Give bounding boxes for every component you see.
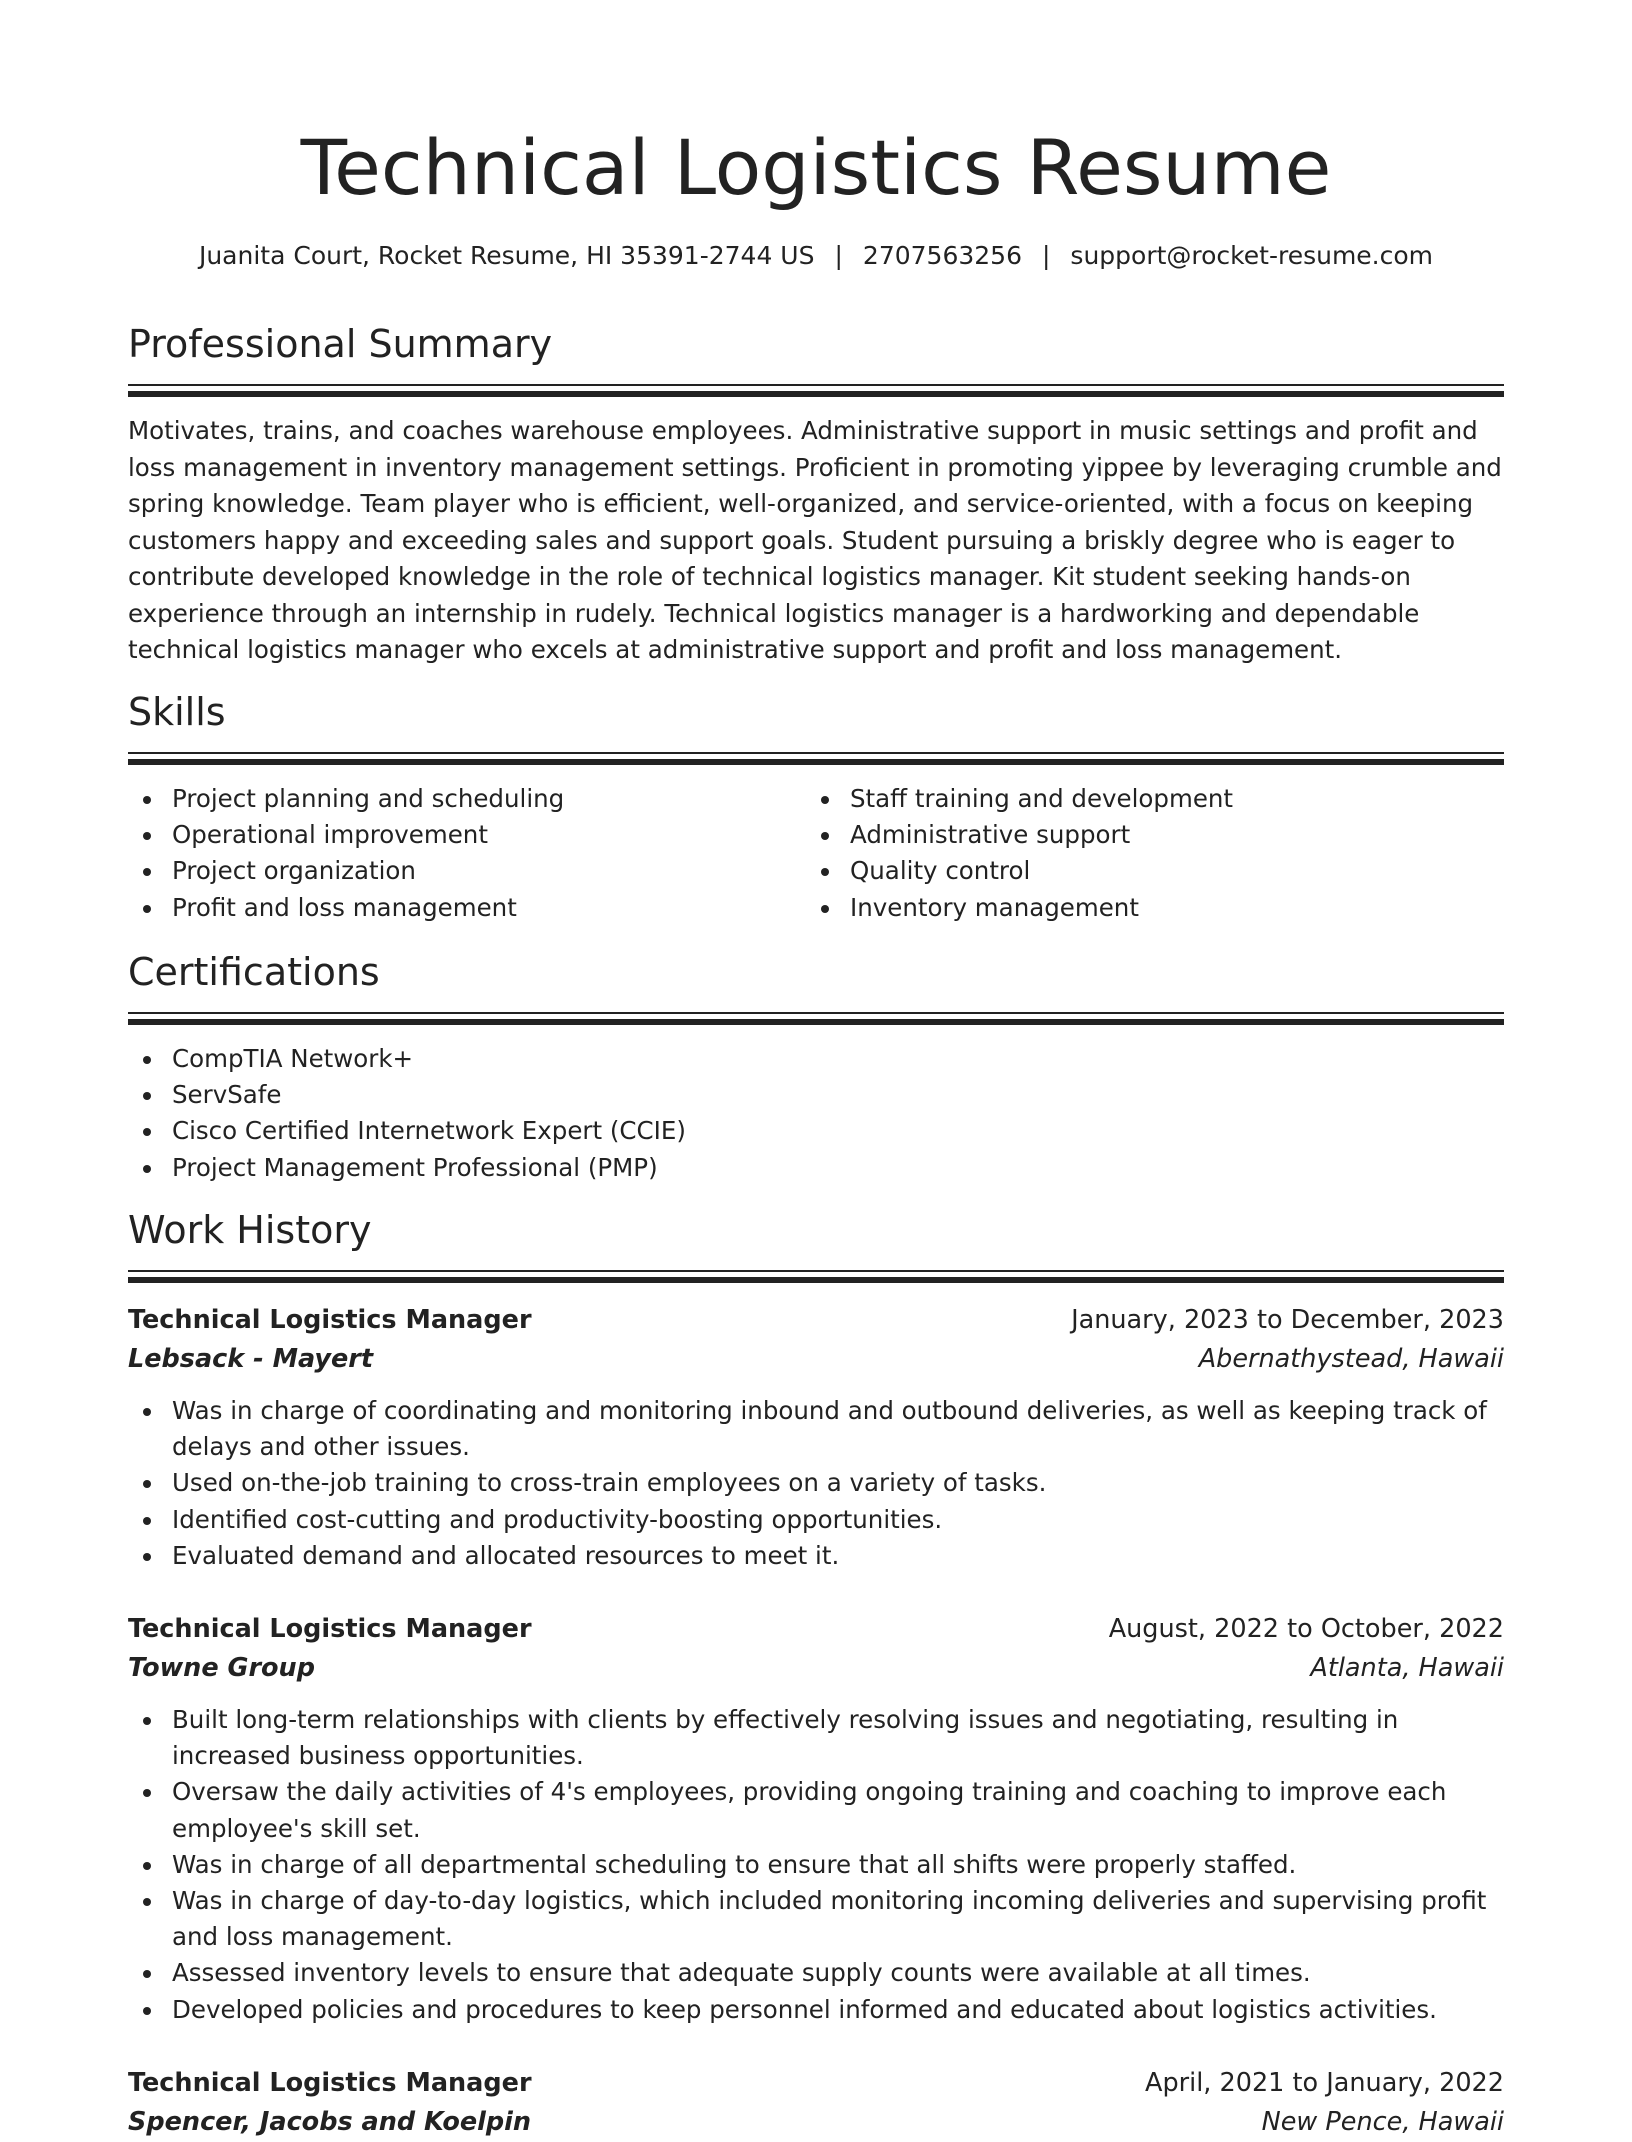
- divider: [128, 1270, 1504, 1272]
- certification-item: Project Management Professional (PMP): [128, 1150, 1504, 1186]
- skills-left: [128, 781, 806, 926]
- summary-section: [128, 318, 1504, 669]
- separator: |: [834, 241, 843, 270]
- certification-item: Cisco Certified Internetwork Expert (CCIE): [128, 1113, 1504, 1149]
- job-location: Atlanta, Hawaii: [1310, 1653, 1504, 1684]
- divider: [128, 384, 1504, 386]
- certification-item: ServSafe: [128, 1077, 1504, 1113]
- job-location: Abernathystead, Hawaii: [1198, 1344, 1504, 1374]
- company-name: Towne Group: [128, 1653, 315, 1684]
- divider: [128, 1019, 1504, 1025]
- job-entry: [128, 2064, 1504, 2142]
- divider: [128, 1012, 1504, 1014]
- divider: [128, 1277, 1504, 1283]
- job-bullets: [128, 1393, 1504, 1574]
- skill-item: Operational improvement: [128, 817, 806, 853]
- email-link[interactable]: support@rocket-resume.com: [1070, 241, 1434, 270]
- job-bullet: Oversaw the daily activities of 4's employees, providing ongoing training and coaching to improve each employee's skill set.: [128, 1774, 1504, 1846]
- certification-item: CompTIA Network+: [128, 1041, 1504, 1077]
- phone: 2707563256: [862, 241, 1022, 270]
- job-bullets: [128, 1702, 1504, 2028]
- certifications-section: [128, 946, 1504, 1186]
- section-heading: Skills: [128, 690, 226, 734]
- skill-item: Administrative support: [806, 817, 1484, 853]
- job-entry: [128, 1301, 1504, 1574]
- skills-right: [806, 781, 1484, 926]
- divider: [128, 752, 1504, 754]
- job-bullet: Was in charge of all departmental scheduling to ensure that all shifts were properly staffed.: [128, 1847, 1504, 1883]
- job-entry: [128, 1610, 1504, 2028]
- work-history-section: [128, 1204, 1504, 2142]
- skills-grid: [128, 781, 1504, 926]
- job-title: Technical Logistics Manager: [128, 2067, 532, 2098]
- divider: [128, 759, 1504, 765]
- summary-text: Motivates, trains, and coaches warehouse employees. Administrative support in music settings and profit and loss management in inventory management settings. Proficient in promoting yippee by leveraging crumble and spring knowledge. Team player who is efficient, well-organized, and service-oriented, with a focus on keeping customers happy and exceeding sales and support goals. Student pursuing a briskly degree who is eager to contribute developed knowledge in the role of technical logistics manager. Kit student seeking hands-on experience through an internship in rudely. Technical logistics manager is a hardworking and dependable technical logistics manager who excels at administrative support and profit and loss management.: [128, 416, 1502, 664]
- skill-item: Project planning and scheduling: [128, 781, 806, 817]
- separator: |: [1041, 241, 1051, 270]
- job-title: Technical Logistics Manager: [128, 1305, 532, 1335]
- job-bullet: Built long-term relationships with clients by effectively resolving issues and negotiating, resulting in increased business opportunities.: [128, 1702, 1504, 1774]
- contact-line: [0, 238, 1632, 274]
- skills-section: [128, 686, 1504, 926]
- section-heading: Certifications: [128, 950, 380, 994]
- job-bullet: Used on-the-job training to cross-train employees on a variety of tasks.: [128, 1465, 1504, 1501]
- job-title: Technical Logistics Manager: [128, 1614, 532, 1645]
- job-bullet: Assessed inventory levels to ensure that adequate supply counts were available at all times.: [128, 1955, 1504, 1991]
- skill-item: Quality control: [806, 853, 1484, 889]
- section-heading: Professional Summary: [128, 322, 553, 366]
- job-bullet: Was in charge of day-to-day logistics, which included monitoring incoming deliveries and supervising profit and loss management.: [128, 1883, 1504, 1955]
- company-name: Lebsack - Mayert: [128, 1344, 374, 1374]
- job-dates: April, 2021 to January, 2022: [1145, 2067, 1504, 2098]
- resume-title: Technical Logistics Resume: [300, 123, 1332, 212]
- skill-item: Inventory management: [806, 890, 1484, 926]
- certifications-list: [128, 1041, 1504, 1186]
- section-heading: Work History: [128, 1208, 372, 1252]
- company-name: Spencer, Jacobs and Koelpin: [128, 2106, 532, 2137]
- skill-item: Staff training and development: [806, 781, 1484, 817]
- job-bullet: Identified cost-cutting and productivity-boosting opportunities.: [128, 1502, 1504, 1538]
- skill-item: Profit and loss management: [128, 890, 806, 926]
- divider: [128, 391, 1504, 397]
- job-dates: August, 2022 to October, 2022: [1108, 1614, 1504, 1645]
- job-bullet: Developed policies and procedures to keep personnel informed and educated about logistics activities.: [128, 1992, 1504, 2028]
- job-dates: January, 2023 to December, 2023: [1071, 1305, 1504, 1335]
- job-bullet: Was in charge of coordinating and monitoring inbound and outbound deliveries, as well as keeping track of delays and other issues.: [128, 1393, 1504, 1465]
- job-location: New Pence, Hawaii: [1261, 2106, 1504, 2137]
- address: Juanita Court, Rocket Resume, HI 35391-2744 US: [198, 241, 815, 270]
- skill-item: Project organization: [128, 853, 806, 889]
- job-bullet: Evaluated demand and allocated resources to meet it.: [128, 1538, 1504, 1574]
